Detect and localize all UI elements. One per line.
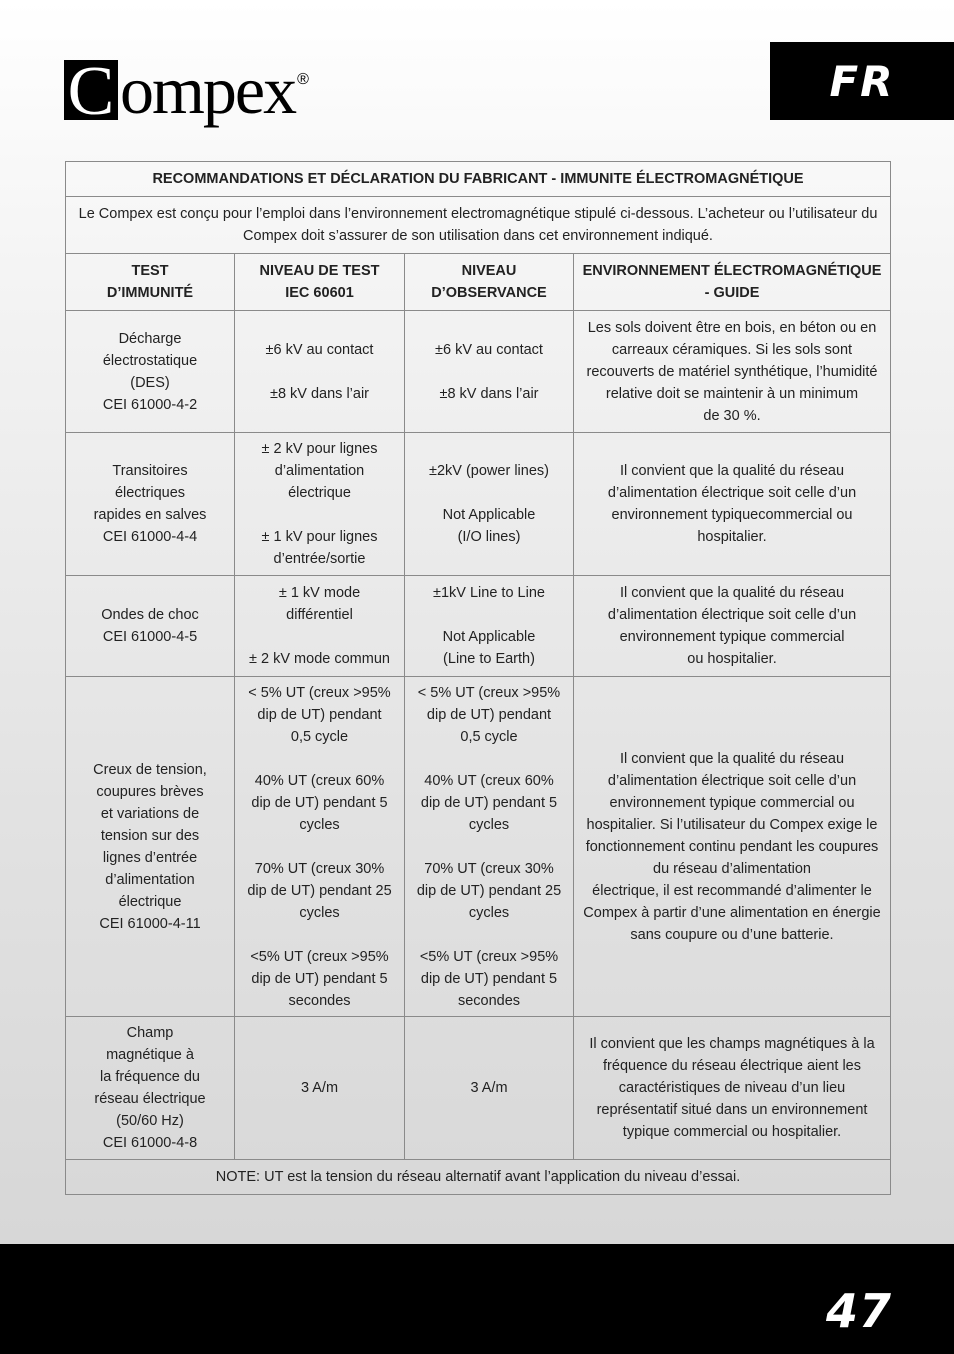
footer-bar — [0, 1244, 954, 1354]
table-intro: Le Compex est conçu pour l’emploi dans l’environnement electromagnétique stipulé ci-dessous. L’acheteur ou l’utilisateur du Compex doit s’assurer de son utilisation dans cet environnement indiqué. — [66, 197, 891, 254]
compex-logo — [64, 44, 309, 130]
table-row — [66, 433, 891, 576]
cell-guide: Il convient que la qualité du réseau d’alimentation électrique soit celle d’un environnement typique commercial ou hospitalier. Si l’utilisateur du Compex exige le fonctionnement continu pendant les coupures du réseau d’alimentation électrique, il est recommandé d’alimenter le Compex à partir d’une alimentation en énergie sans coupure ou d’une batterie. — [574, 677, 891, 1017]
table-row — [66, 1017, 891, 1160]
table-note-row — [66, 1160, 891, 1195]
cell-test: Champ magnétique à la fréquence du réseau électrique (50/60 Hz) CEI 61000-4-8 — [66, 1017, 235, 1160]
cell-compliance: 3 A/m — [405, 1017, 574, 1160]
cell-guide: Il convient que la qualité du réseau d’alimentation électrique soit celle d’un environnement typiquecommercial ou hospitalier. — [574, 433, 891, 576]
header-environment-guide: ENVIRONNEMENT ÉLECTROMAGNÉTIQUE - GUIDE — [574, 254, 891, 311]
table-title: RECOMMANDATIONS ET DÉCLARATION DU FABRICANT - IMMUNITE ÉLECTROMAGNÉTIQUE — [66, 162, 891, 197]
cell-compliance: < 5% UT (creux >95% dip de UT) pendant 0,5 cycle 40% UT (creux 60% dip de UT) pendant 5 cycles 70% UT (creux 30% dip de UT) pendant 25 cycles <5% UT (creux >95% dip de UT) pendant 5 secondes — [405, 677, 574, 1017]
table-note: NOTE: UT est la tension du réseau alternatif avant l’application du niveau d’essai. — [66, 1160, 891, 1195]
emc-immunity-table — [65, 161, 891, 1195]
header-test-level: NIVEAU DE TEST IEC 60601 — [235, 254, 405, 311]
cell-level: ±6 kV au contact ±8 kV dans l’air — [235, 311, 405, 433]
logo-wordmark: ompex — [120, 52, 296, 128]
cell-level: ± 2 kV pour lignes d’alimentation électrique ± 1 kV pour lignes d’entrée/sortie — [235, 433, 405, 576]
cell-test: Transitoires électriques rapides en salves CEI 61000-4-4 — [66, 433, 235, 576]
cell-level: ± 1 kV mode différentiel ± 2 kV mode commun — [235, 576, 405, 677]
table-title-row — [66, 162, 891, 197]
table-row — [66, 677, 891, 1017]
cell-level: < 5% UT (creux >95% dip de UT) pendant 0,5 cycle 40% UT (creux 60% dip de UT) pendant 5 cycles 70% UT (creux 30% dip de UT) pendant 25 cycles <5% UT (creux >95% dip de UT) pendant 5 secondes — [235, 677, 405, 1017]
cell-test: Creux de tension, coupures brèves et variations de tension sur des lignes d’entrée d’alimentation électrique CEI 61000-4-11 — [66, 677, 235, 1017]
cell-compliance: ±6 kV au contact ±8 kV dans l’air — [405, 311, 574, 433]
cell-guide: Il convient que les champs magnétiques à la fréquence du réseau électrique aient les caractéristiques de niveau d’un lieu représentatif situé dans un environnement typique commercial ou hospitalier. — [574, 1017, 891, 1160]
logo-initial-box — [64, 53, 118, 130]
header-immunity-test: TEST D’IMMUNITÉ — [66, 254, 235, 311]
table-intro-row — [66, 197, 891, 254]
cell-test: Décharge électrostatique (DES) CEI 61000-4-2 — [66, 311, 235, 433]
cell-compliance: ±2kV (power lines) Not Applicable (I/O lines) — [405, 433, 574, 576]
page-number: 47 — [825, 1284, 892, 1338]
cell-guide: Il convient que la qualité du réseau d’alimentation électrique soit celle d’un environnement typique commercial ou hospitalier. — [574, 576, 891, 677]
logo-initial: C — [67, 53, 115, 130]
cell-level: 3 A/m — [235, 1017, 405, 1160]
language-code: FR — [829, 56, 895, 106]
table-header-row — [66, 254, 891, 311]
cell-test: Ondes de choc CEI 61000-4-5 — [66, 576, 235, 677]
cell-guide: Les sols doivent être en bois, en béton ou en carreaux céramiques. Si les sols sont recouverts de matériel synthétique, l’humidité relative doit se maintenir à un minimum de 30 %. — [574, 311, 891, 433]
registered-mark: ® — [297, 71, 309, 88]
header-compliance-level: NIVEAU D’OBSERVANCE — [405, 254, 574, 311]
table-row — [66, 311, 891, 433]
table-row — [66, 576, 891, 677]
language-tab — [770, 42, 954, 120]
cell-compliance: ±1kV Line to Line Not Applicable (Line to Earth) — [405, 576, 574, 677]
